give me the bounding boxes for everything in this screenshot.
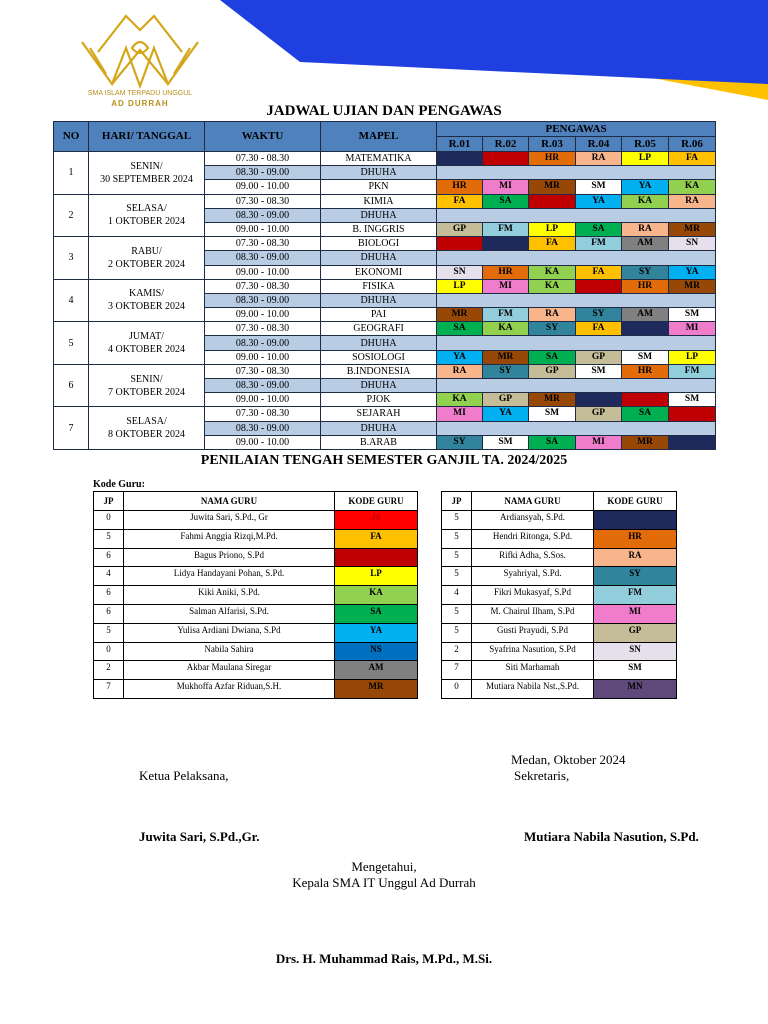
teacher-row <box>442 623 677 642</box>
teacher-name: M. Chairul Ilham, S.Pd <box>472 604 594 623</box>
schedule-row <box>54 364 716 378</box>
supervisor-code: GP <box>437 222 483 236</box>
page-title: JADWAL UJIAN DAN PENGAWAS <box>266 103 502 119</box>
day-date: 1 OKTOBER 2024 <box>107 216 186 228</box>
col-header-room: R.02 <box>483 137 529 152</box>
teacher-row <box>442 548 677 567</box>
principal-role: Kepala SMA IT Unggul Ad Durrah <box>292 875 476 890</box>
supervisor-code: SM <box>669 308 716 322</box>
teacher-name: Nabila Sahira <box>124 642 335 661</box>
left-role: Ketua Pelaksana, <box>139 768 229 783</box>
time-cell: 08.30 - 09.00 <box>205 251 321 265</box>
supervisor-code: KA <box>669 180 716 194</box>
supervisor-code: MI <box>437 407 483 421</box>
day-number: 5 <box>54 322 89 365</box>
supervisor-code: GP <box>529 364 576 378</box>
supervisor-code: SA <box>437 322 483 336</box>
teacher-jp: 5 <box>442 548 472 567</box>
teacher-code: HR <box>594 529 677 548</box>
day-date-cell <box>89 322 205 365</box>
time-cell: 07.30 - 08.30 <box>205 152 321 166</box>
time-cell: 09.00 - 10.00 <box>205 265 321 279</box>
teacher-code: FA <box>335 529 418 548</box>
time-cell: 07.30 - 08.30 <box>205 194 321 208</box>
subject-cell: FISIKA <box>321 279 437 293</box>
day-date: 7 OKTOBER 2024 <box>107 386 186 398</box>
col-header-teacher-code: KODE GURU <box>335 492 418 511</box>
day-date-cell <box>89 152 205 195</box>
logo-text-line1: SMA ISLAM TERPADU UNGGUL <box>87 90 193 97</box>
supervisor-code: GP <box>483 393 529 407</box>
teacher-name: Syafrina Nasution, S.Pd <box>472 642 594 661</box>
teacher-code: KA <box>335 586 418 605</box>
supervisor-code: SM <box>576 180 622 194</box>
supervisor-code: FA <box>669 152 716 166</box>
teacher-jp: 4 <box>442 586 472 605</box>
right-role: Sekretaris, <box>514 768 570 783</box>
teacher-row <box>94 680 418 699</box>
supervisor-code: MI <box>483 180 529 194</box>
supervisor-code: KA <box>529 265 576 279</box>
day-date: 4 OKTOBER 2024 <box>107 344 186 356</box>
schedule-row <box>54 279 716 293</box>
col-header-teacher-code: KODE GURU <box>594 492 677 511</box>
supervisor-code: MR <box>529 393 576 407</box>
teacher-row <box>94 529 418 548</box>
teacher-row <box>94 604 418 623</box>
teacher-code: AD <box>594 511 677 530</box>
subject-cell: B.ARAB <box>321 435 437 449</box>
day-date-cell <box>89 194 205 237</box>
teacher-row <box>442 586 677 605</box>
subject-cell: PAI <box>321 308 437 322</box>
supervisor-code: LP <box>669 350 716 364</box>
teacher-name: Gusti Prayudi, S.Pd <box>472 623 594 642</box>
supervisor-code: GP <box>576 407 622 421</box>
supervisor-code: SM <box>483 435 529 449</box>
day-name: JUMAT/ <box>128 331 164 343</box>
time-cell: 09.00 - 10.00 <box>205 308 321 322</box>
time-cell: 08.30 - 09.00 <box>205 421 321 435</box>
supervisor-code: MR <box>669 222 716 236</box>
supervisor-code: HR <box>483 265 529 279</box>
teacher-row <box>94 548 418 567</box>
supervisor-code: KA <box>483 322 529 336</box>
teacher-name: Mutiara Nabila Nst.,S.Pd. <box>472 680 594 699</box>
col-header-jp: JP <box>442 492 472 511</box>
teacher-row <box>442 567 677 586</box>
subject-cell: KIMIA <box>321 194 437 208</box>
supervisor-code: YA <box>576 194 622 208</box>
teacher-row <box>94 661 418 680</box>
time-cell: 08.30 - 09.00 <box>205 293 321 307</box>
col-header-teacher-name: NAMA GURU <box>124 492 335 511</box>
teacher-jp: 7 <box>442 661 472 680</box>
crown-logo-icon <box>78 8 202 92</box>
col-header-room: R.01 <box>437 137 483 152</box>
supervisor-code: AD <box>437 152 483 166</box>
day-number: 6 <box>54 364 89 407</box>
left-signatory-name: Juwita Sari, S.Pd.,Gr. <box>139 829 260 844</box>
principal-name: Drs. H. Muhammad Rais, M.Pd., M.Si. <box>275 951 493 966</box>
teacher-code: MI <box>594 604 677 623</box>
teacher-code: MR <box>335 680 418 699</box>
teacher-jp: 2 <box>94 661 124 680</box>
day-date-cell <box>89 407 205 450</box>
teacher-name: Fikri Mukasyaf, S.Pd <box>472 586 594 605</box>
supervisor-code: SM <box>669 393 716 407</box>
supervisor-code: SY <box>576 308 622 322</box>
teacher-name: Fahmi Anggia Rizqi,M.Pd. <box>124 529 335 548</box>
supervisor-code: FM <box>483 222 529 236</box>
supervisor-code: FA <box>576 322 622 336</box>
supervisor-code: YA <box>669 265 716 279</box>
supervisor-code: SM <box>622 350 669 364</box>
subject-cell: DHUHA <box>321 336 437 350</box>
supervisor-code: AM <box>622 237 669 251</box>
teacher-row <box>442 680 677 699</box>
supervisor-code: HR <box>529 152 576 166</box>
time-cell: 08.30 - 09.00 <box>205 336 321 350</box>
supervisor-code: AM <box>622 308 669 322</box>
subject-cell: SOSIOLOGI <box>321 350 437 364</box>
supervisor-code: AD <box>483 237 529 251</box>
day-date-cell <box>89 364 205 407</box>
supervisor-code: KA <box>622 194 669 208</box>
col-header-room: R.06 <box>669 137 716 152</box>
teacher-name: Kiki Aniki, S.Pd. <box>124 586 335 605</box>
teacher-name: Juwita Sari, S.Pd., Gr <box>124 511 335 530</box>
col-header-no: NO <box>54 122 89 152</box>
supervisor-code: SA <box>529 350 576 364</box>
schedule-table <box>53 121 716 450</box>
teacher-row <box>94 623 418 642</box>
supervisor-code: AD <box>669 435 716 449</box>
supervisor-code: HR <box>622 279 669 293</box>
supervisor-code: BP <box>576 279 622 293</box>
acknowledged-label: Mengetahui, <box>351 859 417 874</box>
schedule-row <box>54 152 716 166</box>
subject-cell: B. INGGRIS <box>321 222 437 236</box>
time-cell: 07.30 - 08.30 <box>205 237 321 251</box>
subject-cell: BIOLOGI <box>321 237 437 251</box>
header-banner <box>0 0 768 110</box>
teacher-code: FM <box>594 586 677 605</box>
time-cell: 07.30 - 08.30 <box>205 364 321 378</box>
supervisor-code: MR <box>529 180 576 194</box>
teacher-row <box>442 529 677 548</box>
supervisor-code: RA <box>437 364 483 378</box>
teacher-row <box>94 586 418 605</box>
subject-cell: GEOGRAFI <box>321 322 437 336</box>
day-number: 2 <box>54 194 89 237</box>
teacher-row <box>442 604 677 623</box>
subject-cell: DHUHA <box>321 166 437 180</box>
day-name: SENIN/ <box>130 373 163 385</box>
day-name: SENIN/ <box>130 160 163 172</box>
teacher-name: Syahriyal, S.Pd. <box>472 567 594 586</box>
supervisor-code: SN <box>669 237 716 251</box>
place-date: Medan, Oktober 2024 <box>511 752 626 767</box>
teacher-name: Bagus Priono, S.Pd <box>124 548 335 567</box>
supervisor-code: SA <box>483 194 529 208</box>
time-cell: 08.30 - 09.00 <box>205 166 321 180</box>
school-logo <box>78 8 202 108</box>
supervisor-code: KA <box>437 393 483 407</box>
day-number: 1 <box>54 152 89 195</box>
supervisor-code: MR <box>622 435 669 449</box>
col-header-teacher-name: NAMA GURU <box>472 492 594 511</box>
time-cell: 09.00 - 10.00 <box>205 350 321 364</box>
break-cell <box>437 421 716 435</box>
supervisor-code: SY <box>622 265 669 279</box>
supervisor-code: FA <box>437 194 483 208</box>
time-cell: 09.00 - 10.00 <box>205 393 321 407</box>
teacher-code: BP <box>335 548 418 567</box>
supervisor-code: FA <box>576 265 622 279</box>
teacher-jp: 0 <box>94 642 124 661</box>
supervisor-code: FM <box>576 237 622 251</box>
supervisor-code: BP <box>437 237 483 251</box>
teacher-jp: 6 <box>94 604 124 623</box>
teacher-jp: 7 <box>94 680 124 699</box>
teacher-row <box>94 642 418 661</box>
teacher-code-table-right <box>441 491 677 699</box>
supervisor-code: LP <box>622 152 669 166</box>
supervisor-code: LP <box>437 279 483 293</box>
time-cell: 07.30 - 08.30 <box>205 322 321 336</box>
supervisor-code: BP <box>669 407 716 421</box>
day-name: KAMIS/ <box>128 288 164 300</box>
day-date: 30 SEPTEMBER 2024 <box>100 173 193 185</box>
teacher-code: JS <box>335 511 418 530</box>
teacher-code: AM <box>335 661 418 680</box>
supervisor-code: RA <box>622 222 669 236</box>
col-header-room: R.04 <box>576 137 622 152</box>
supervisor-code: FA <box>529 237 576 251</box>
supervisor-code: KA <box>529 279 576 293</box>
supervisor-code: HR <box>622 364 669 378</box>
day-date: 3 OKTOBER 2024 <box>107 301 186 313</box>
time-cell: 08.30 - 09.00 <box>205 379 321 393</box>
teacher-jp: 6 <box>94 548 124 567</box>
teacher-jp: 5 <box>442 604 472 623</box>
teacher-row <box>442 511 677 530</box>
teacher-name: Yulisa Ardiani Dwiana, S.Pd <box>124 623 335 642</box>
supervisor-code: LP <box>529 222 576 236</box>
teacher-jp: 0 <box>442 680 472 699</box>
supervisor-code: SM <box>529 407 576 421</box>
supervisor-code: BP <box>529 194 576 208</box>
time-cell: 07.30 - 08.30 <box>205 407 321 421</box>
supervisor-code: SN <box>437 265 483 279</box>
col-header-time: WAKTU <box>205 122 321 152</box>
day-number: 4 <box>54 279 89 322</box>
supervisor-code: BP <box>483 152 529 166</box>
subject-cell: DHUHA <box>321 251 437 265</box>
day-date-cell <box>89 237 205 280</box>
teacher-jp: 4 <box>94 567 124 586</box>
supervisor-code: MI <box>576 435 622 449</box>
subject-cell: SEJARAH <box>321 407 437 421</box>
day-name: SELASA/ <box>126 203 167 215</box>
supervisor-code: AD <box>576 393 622 407</box>
supervisor-code: RA <box>576 152 622 166</box>
supervisor-code: SA <box>622 407 669 421</box>
time-cell: 08.30 - 09.00 <box>205 208 321 222</box>
schedule-row <box>54 194 716 208</box>
supervisor-code: MI <box>483 279 529 293</box>
day-name: SELASA/ <box>126 416 167 428</box>
teacher-row <box>94 567 418 586</box>
teacher-name: Mukhoffa Azfar Riduan,S.H. <box>124 680 335 699</box>
supervisor-code: RA <box>669 194 716 208</box>
day-name: RABU/ <box>131 245 162 257</box>
supervisor-code: MR <box>483 350 529 364</box>
teacher-jp: 5 <box>442 567 472 586</box>
teacher-jp: 5 <box>94 529 124 548</box>
supervisor-code: FM <box>669 364 716 378</box>
supervisor-code: YA <box>622 180 669 194</box>
supervisor-code: SY <box>483 364 529 378</box>
kode-guru-label: Kode Guru: <box>93 479 145 490</box>
subject-cell: PJOK <box>321 393 437 407</box>
supervisor-code: YA <box>483 407 529 421</box>
teacher-jp: 0 <box>94 511 124 530</box>
time-cell: 07.30 - 08.30 <box>205 279 321 293</box>
teacher-jp: 2 <box>442 642 472 661</box>
day-date: 2 OKTOBER 2024 <box>107 258 186 270</box>
time-cell: 09.00 - 10.00 <box>205 435 321 449</box>
break-cell <box>437 336 716 350</box>
supervisor-code: BP <box>622 393 669 407</box>
time-cell: 09.00 - 10.00 <box>205 222 321 236</box>
supervisor-code: MR <box>437 308 483 322</box>
teacher-jp: 6 <box>94 586 124 605</box>
teacher-name: Rifki Adha, S.Sos. <box>472 548 594 567</box>
supervisor-code: GP <box>576 350 622 364</box>
supervisor-code: SY <box>529 322 576 336</box>
teacher-name: Salman Alfarisi, S.Pd. <box>124 604 335 623</box>
supervisor-code: FM <box>483 308 529 322</box>
schedule-row <box>54 407 716 421</box>
teacher-row <box>442 661 677 680</box>
supervisor-code: AD <box>622 322 669 336</box>
teacher-code: SY <box>594 567 677 586</box>
logo-text-line2: AD DURRAH <box>111 99 169 108</box>
schedule-row <box>54 322 716 336</box>
teacher-code: YA <box>335 623 418 642</box>
subject-cell: EKONOMI <box>321 265 437 279</box>
col-header-day: HARI/ TANGGAL <box>89 122 205 152</box>
subject-cell: PKN <box>321 180 437 194</box>
supervisor-code: YA <box>437 350 483 364</box>
teacher-code: SM <box>594 661 677 680</box>
break-cell <box>437 293 716 307</box>
teacher-name: Lidya Handayani Pohan, S.Pd. <box>124 567 335 586</box>
day-date-cell <box>89 279 205 322</box>
teacher-jp: 5 <box>442 511 472 530</box>
col-header-room: R.05 <box>622 137 669 152</box>
teacher-jp: 5 <box>442 623 472 642</box>
teacher-jp: 5 <box>442 529 472 548</box>
teacher-row <box>442 642 677 661</box>
subject-cell: DHUHA <box>321 208 437 222</box>
teacher-code: MN <box>594 680 677 699</box>
col-header-pengawas: PENGAWAS <box>437 122 716 137</box>
time-cell: 09.00 - 10.00 <box>205 180 321 194</box>
day-date: 8 OKTOBER 2024 <box>107 429 186 441</box>
teacher-code: NS <box>335 642 418 661</box>
teacher-row <box>94 511 418 530</box>
supervisor-code: RA <box>529 308 576 322</box>
teacher-name: Akbar Maulana Siregar <box>124 661 335 680</box>
break-cell <box>437 379 716 393</box>
subject-cell: DHUHA <box>321 293 437 307</box>
teacher-code: RA <box>594 548 677 567</box>
col-header-subject: MAPEL <box>321 122 437 152</box>
subject-cell: DHUHA <box>321 421 437 435</box>
day-number: 7 <box>54 407 89 450</box>
supervisor-code: SM <box>576 364 622 378</box>
day-number: 3 <box>54 237 89 280</box>
teacher-jp: 5 <box>94 623 124 642</box>
teacher-name: Ardiansyah, S.Pd. <box>472 511 594 530</box>
supervisor-code: HR <box>437 180 483 194</box>
supervisor-code: MR <box>669 279 716 293</box>
subject-cell: B.INDONESIA <box>321 364 437 378</box>
teacher-name: Hendri Ritonga, S.Pd. <box>472 529 594 548</box>
supervisor-code: SY <box>437 435 483 449</box>
subject-cell: DHUHA <box>321 379 437 393</box>
teacher-name: Siti Marhamah <box>472 661 594 680</box>
supervisor-code: MI <box>669 322 716 336</box>
schedule-row <box>54 237 716 251</box>
break-cell <box>437 251 716 265</box>
break-cell <box>437 166 716 180</box>
col-header-room: R.03 <box>529 137 576 152</box>
teacher-code: LP <box>335 567 418 586</box>
subject-cell: MATEMATIKA <box>321 152 437 166</box>
teacher-code: GP <box>594 623 677 642</box>
break-cell <box>437 208 716 222</box>
exam-subtitle: PENILAIAN TENGAH SEMESTER GANJIL TA. 2024/2025 <box>200 453 568 468</box>
col-header-jp: JP <box>94 492 124 511</box>
supervisor-code: SA <box>576 222 622 236</box>
right-signatory-name: Mutiara Nabila Nasution, S.Pd. <box>524 829 699 844</box>
supervisor-code: SA <box>529 435 576 449</box>
teacher-code-table-left <box>93 491 418 699</box>
teacher-code: SA <box>335 604 418 623</box>
teacher-code: SN <box>594 642 677 661</box>
